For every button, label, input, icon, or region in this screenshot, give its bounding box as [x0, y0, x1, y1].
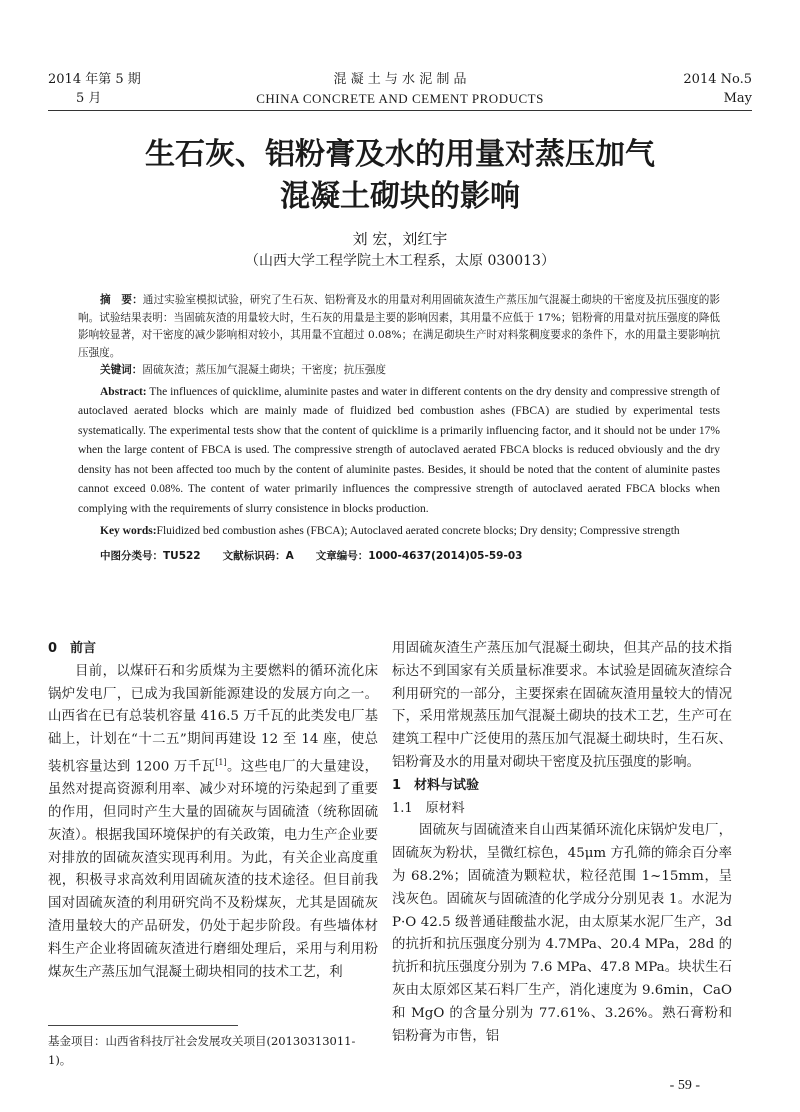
section-1-1-heading: 1.1 原材料: [392, 800, 465, 816]
issue-month-en: May: [723, 91, 752, 106]
journal-name-en: CHINA CONCRETE AND CEMENT PRODUCTS: [256, 91, 544, 106]
citation-1: [1]: [215, 757, 227, 767]
abstract-cn-text: 通过实验室模拟试验，研究了生石灰、铝粉膏及水的用量对利用固硫灰渣生产蒸压加气混凝土砌块的干密度及抗压强度的影响。试验结果表明：当固硫灰渣的用量较大时，生石灰的用量是主要的影响因素，其用量不应低于 17%；铝粉膏的用量对抗压强度的降低影响较显著，对干密度的减少影响相对较小，其用量不宜超过 0.08%；在满足砌块生产时对料浆稠度要求的条件下，水的用量主要影响抗压强度。: [78, 294, 720, 359]
keywords-cn-label: 关键词：: [100, 364, 143, 376]
clc-number: 中图分类号：TU522: [100, 549, 201, 562]
footnote-rule: [48, 1025, 238, 1026]
section-1-heading: 1 材料与试验: [392, 777, 480, 793]
classification-line: [78, 548, 720, 566]
abstract-en: [78, 383, 720, 520]
article-title: [60, 134, 740, 218]
abstract-en-label: Abstract:: [100, 385, 147, 398]
right-column: [392, 638, 732, 1048]
intro-continued-paragraph: 用固硫灰渣生产蒸压加气混凝土砌块，但其产品的技术指标达不到国家有关质量标准要求。本试验是固硫灰渣综合利用研究的一部分，主要探索在固硫灰渣用量较大的情况下，采用常规蒸压加气混凝土砌块的技术工艺，生产可在建筑工程中广泛使用的蒸压加气混凝土砌块时，生石灰、铝粉膏及水的用量对砌块干密度及抗压强度的影响。: [392, 641, 732, 770]
issue-year-en: 2014 No.5: [683, 72, 752, 87]
section-0-text-b: 。这些电厂的大量建设，虽然对提高资源利用率、减少对环境的污染起到了重要的作用，但同时产生大量的固硫灰与固硫渣（统称固硫灰渣）。根据我国环境保护的有关政策，电力生产企业要对排放的固硫灰渣实现再利用。为此，有关企业高度重视，积极寻求高效利用固硫灰渣的技术途径。但目前我国对固硫灰渣的利用研究尚不及粉煤灰，尤其是固硫灰渣用量较大的产品研发，仍处于起步阶段。有些墙体材料生产企业将固硫灰渣进行磨细处理后，采用与利用粉煤灰生产蒸压加气混凝土砌块相同的技术工艺，利: [48, 759, 378, 980]
issue-info-en: [683, 70, 752, 108]
journal-name-cn: 混 凝 土 与 水 泥 制 品: [333, 72, 467, 87]
section-0-text-a: 目前，以煤矸石和劣质煤为主要燃料的循环流化床锅炉发电厂，已成为我国新能源建设的发展方向之一。山西省在已有总装机容量 416.5 万千瓦的此类发电厂基础上，计划在“十二五”期间再建设 12 至 14 座，使总装机容量达到 1200 万千瓦: [48, 663, 378, 775]
page-number: - 59 -: [669, 1078, 700, 1093]
document-code: 文献标识码：A: [222, 549, 294, 562]
section-1-1-paragraph: 固硫灰与固硫渣来自山西某循环流化床锅炉发电厂，固硫灰为粉状，呈微红棕色，45μm 方孔筛的筛余百分率为 68.2%；固硫渣为颗粒状，粒径范围 1~15mm，呈浅灰色。固硫灰与固硫渣的化学成分分别见表 1。水泥为 P·O 42.5 级普通硅酸盐水泥，由太原某水泥厂生产，3d 的抗折和抗压强度分别为 4.7MPa、20.4 MPa，28d 的抗折和抗压强度分别为 7.6 MPa、47.8 MPa。块状生石灰由太原郊区某石料厂生产，消化速度为 9.6min，CaO 和 MgO 的含量分别为 77.61%、3.26%。熟石膏粉和铝粉膏为市售，铝: [392, 823, 732, 1044]
keywords-cn: [78, 362, 720, 380]
keywords-en-label: Key words:: [100, 525, 157, 537]
authors: 刘 宏，刘红宇: [352, 230, 448, 248]
keywords-en: [78, 522, 720, 542]
issue-month-cn: 5 月: [76, 91, 102, 106]
running-header: [48, 70, 752, 112]
journal-name: [48, 70, 752, 108]
section-0-paragraph: [48, 661, 378, 985]
article-title-line1: 生石灰、铝粉膏及水的用量对蒸压加气: [145, 137, 655, 172]
article-number: 文章编号：1000-4637(2014)05-59-03: [315, 549, 523, 562]
affiliation: （山西大学工程学院土木工程系，太原 030013）: [245, 253, 555, 269]
article-title-line2: 混凝土砌块的影响: [280, 179, 520, 214]
keywords-cn-text: 固硫灰渣；蒸压加气混凝土砌块；干密度；抗压强度: [142, 364, 387, 376]
abstract-cn-label: 摘 要：: [100, 294, 143, 306]
funding-footnote: 基金项目：山西省科技厅社会发展攻关项目(20130313011-1)。: [48, 1034, 356, 1067]
abstract-en-text: The influences of quicklime, aluminite pastes and water in different contents on the dry density and compressive strength of autoclaved aerated blocks which are mainly made of fluidized bed combustion ashes (FBCA) are studied by experimental tests systematically. The experimental tests show that the content of quicklime is a primarily influencing factor, and it should not be under 17% when the large content of FBCA is used. The compressive strength of autoclaved aerated FBCA blocks is reduced obviously and the dry density has not been affected too much by the content of aluminite pastes. Besides, it should be noted that the content of aluminite pastes cannot exceed 0.08%. The content of water primarily influences the compressive strength of autoclaved aerated FBCA blocks when complying with the requirements of slurry consistence in blocks production.: [78, 385, 720, 515]
section-0-heading: 0 前言: [48, 641, 97, 656]
abstract-block: [78, 292, 720, 565]
left-column: [48, 638, 378, 984]
keywords-en-text: Fluidized bed combustion ashes (FBCA); Autoclaved aerated concrete blocks; Dry density; Compressive strength: [156, 525, 680, 537]
abstract-cn: [78, 292, 720, 362]
header-rule: [48, 110, 752, 111]
issue-year-cn: 2014 年第 5 期: [48, 72, 141, 87]
